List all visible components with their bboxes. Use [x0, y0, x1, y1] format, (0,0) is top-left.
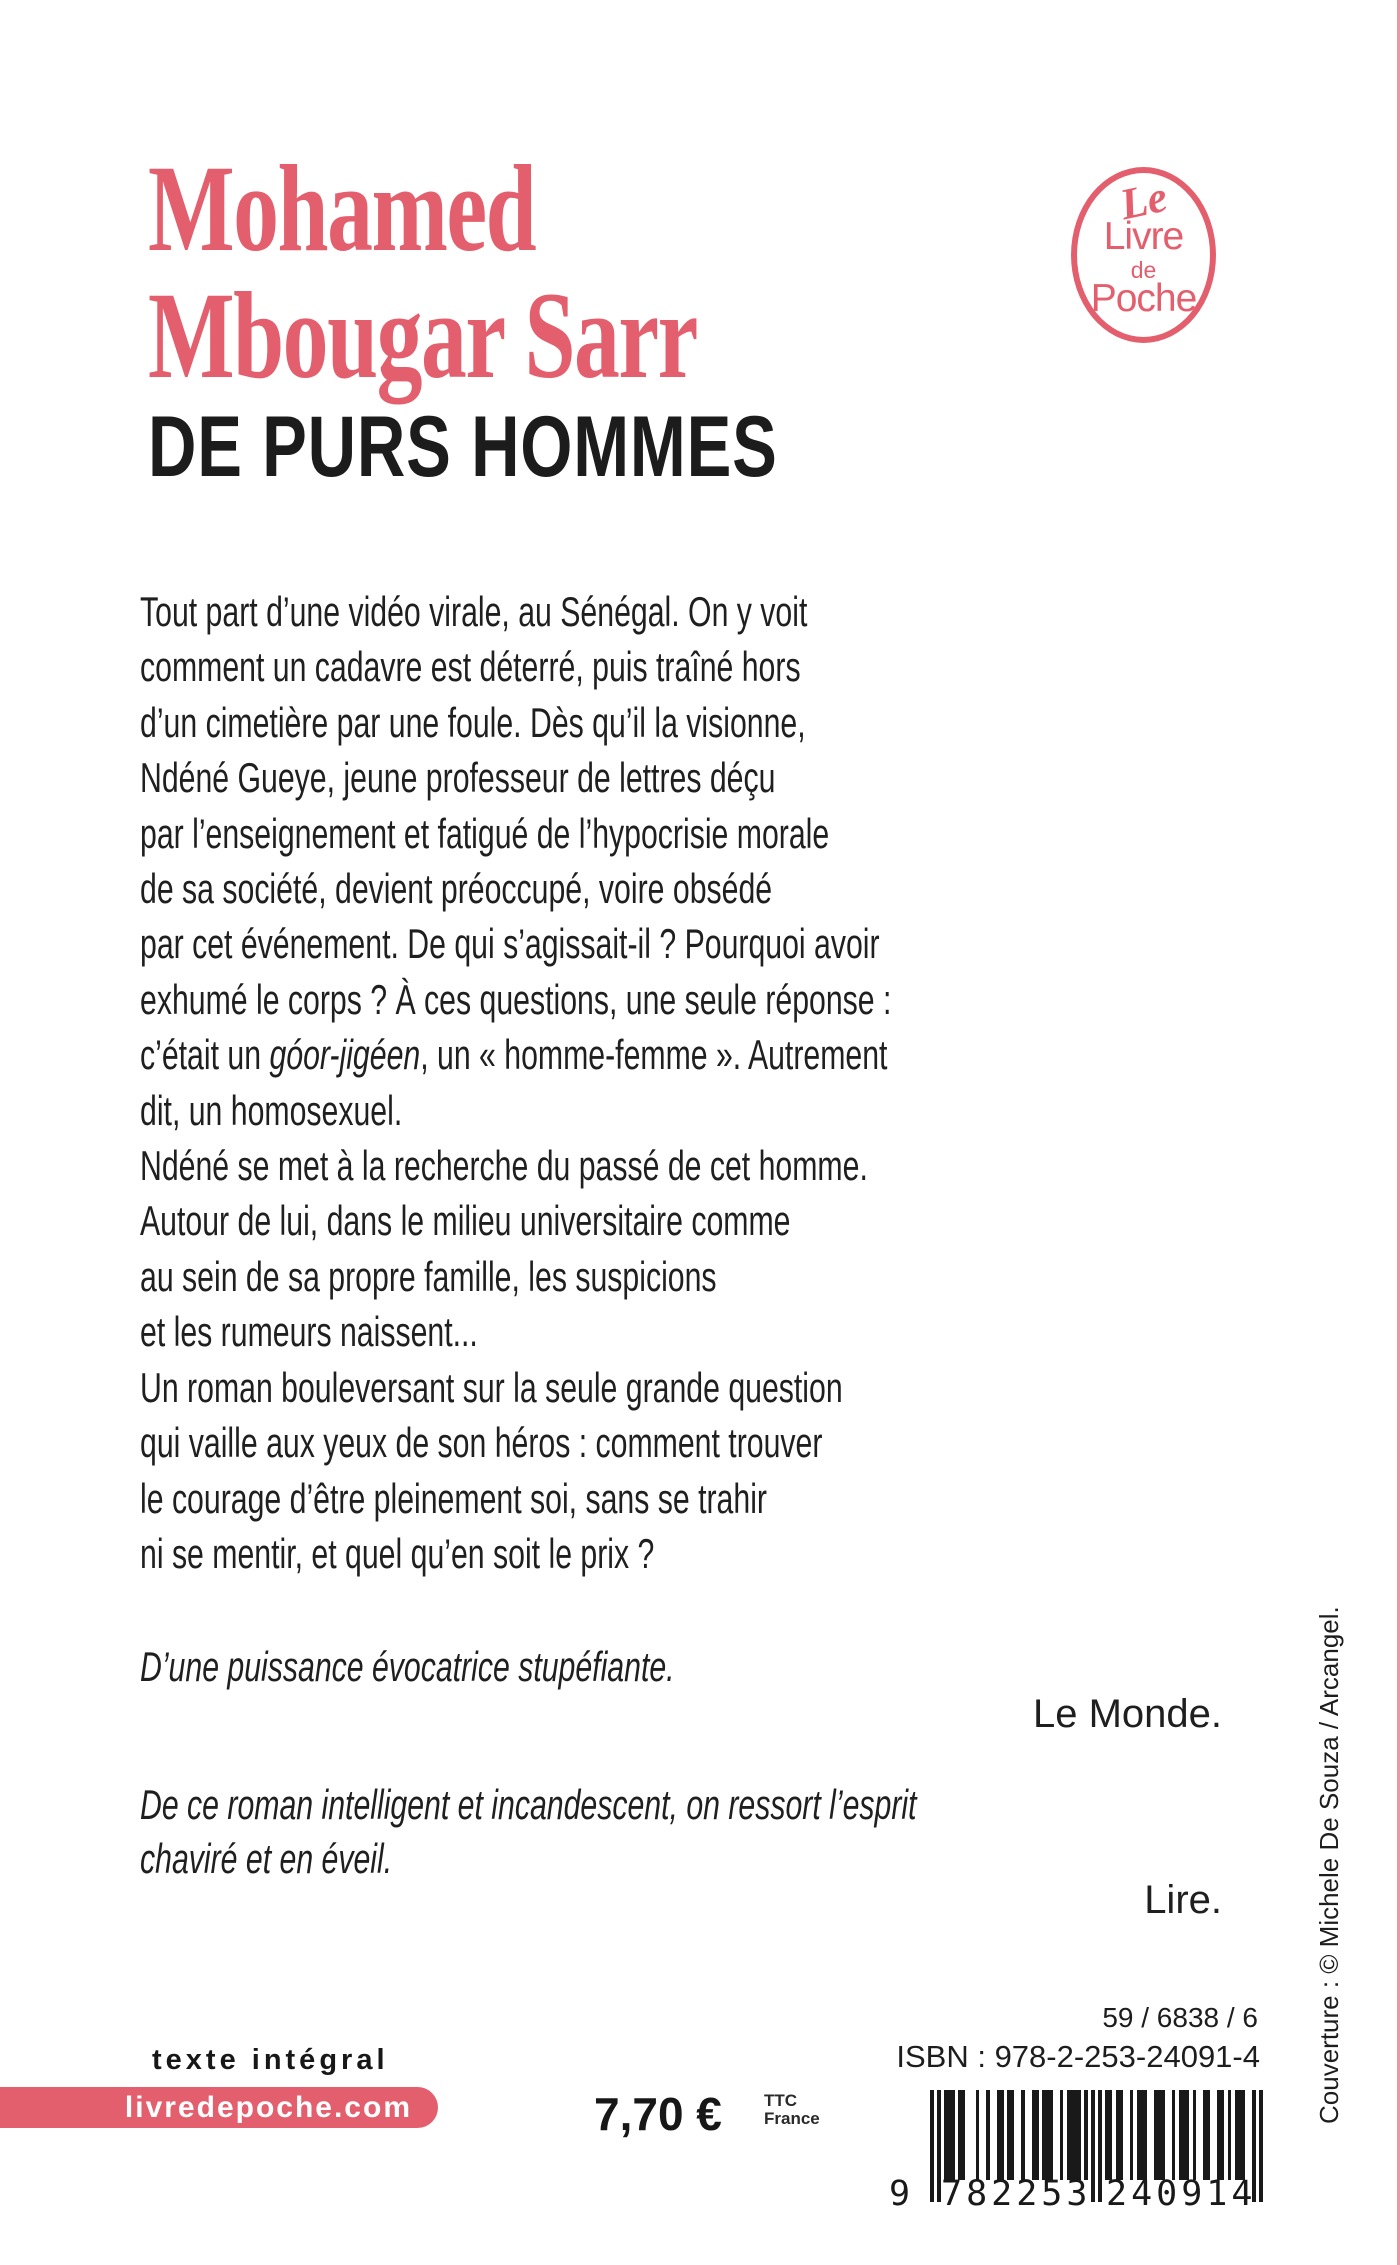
barcode-digits-right: 240914 [1106, 2174, 1257, 2214]
publisher-logo [1071, 167, 1216, 343]
press-quote-le-monde: D’une puissance évocatrice stupéfiante. [140, 1643, 675, 1690]
price: 7,70 € [594, 2088, 722, 2140]
synopsis-text: Tout part d’une vidéo virale, au Sénégal. On y voit comment un cadavre est déterré, puis traîné hors d’un cimetière par une foule. Dès qu’il la visionne, Ndéné Gueye, jeune professeur de lettres déçu par l’enseignement et fatigué de l’hypocrisie morale de sa société, devient préoccupé, voire obsédé par cet événement. De qui s’agissait-il ? Pourquoi avoir exhumé le corps ? À ces questions, une seule réponse : c’était un góor-jigéen, un « homme-femme ». Autrement dit, un homosexuel. Ndéné se met à la recherche du passé de cet homme. Autour de lui, dans le milieu universitaire comme au sein de sa propre famille, les suspicions et les rumeurs naissent... Un roman bouleversant sur la seule grande question qui vaille aux yeux de son héros : comment trouver le courage d’être pleinement soi, sans se trahir ni se mentir, et quel qu’en soit le prix ? [140, 588, 892, 1577]
author-name [148, 140, 697, 404]
barcode-digit-first: 9 [889, 2174, 911, 2214]
price-note-france: France [764, 2109, 820, 2128]
publisher-website-banner [0, 2087, 438, 2128]
edition-note: texte intégral [152, 2044, 389, 2076]
price-note-ttc: TTC [764, 2091, 798, 2110]
author-line-2: Mbougar Sarr [148, 267, 697, 404]
cover-photo-credit: Couverture : © Michele De Souza / Arcangel. [1314, 1606, 1344, 2124]
author-line-1: Mohamed [148, 140, 536, 277]
press-quote-lire: De ce roman intelligent et incandescent, on ressort l’esprit chaviré et en éveil. [140, 1781, 917, 1882]
price-note [764, 2092, 820, 2128]
press-quote-source-lire: Lire. [1144, 1878, 1222, 1922]
logo-poche: Poche [1090, 277, 1197, 320]
barcode-digits-left: 782253 [941, 2174, 1092, 2214]
book-title-text: DE PURS HOMMES [148, 399, 778, 495]
logo-le: Le [1115, 171, 1172, 230]
isbn: ISBN : 978-2-253-24091-4 [896, 2039, 1260, 2074]
publisher-website: livredepoche.com [124, 2090, 412, 2124]
press-quote-source-le-monde: Le Monde. [1032, 1692, 1222, 1736]
logo-de: de [1130, 257, 1157, 283]
book-title [148, 399, 955, 495]
print-code: 59 / 6838 / 6 [1102, 2002, 1258, 2033]
logo-livre: Livre [1103, 215, 1184, 258]
